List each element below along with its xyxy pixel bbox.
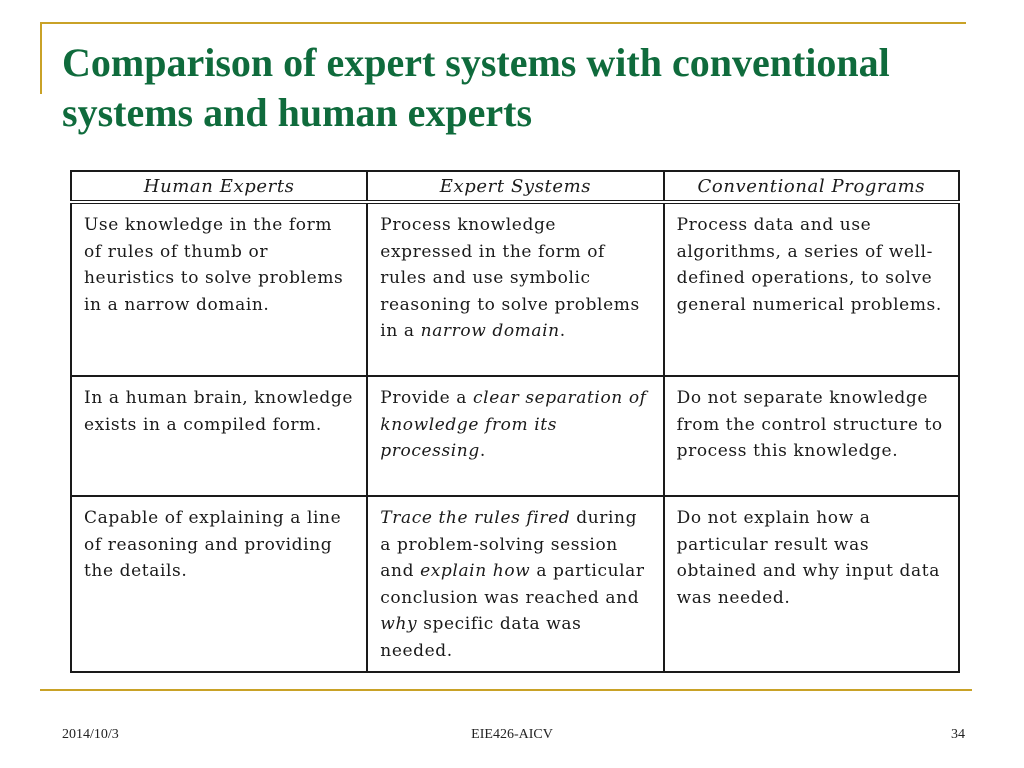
cell-expert-systems [367,376,663,496]
cell-expert-systems [367,202,663,376]
cell-human-experts: Use knowledge in the form of rules of thumb or heuristics to solve problems in a narrow domain. [71,202,367,376]
cell-emphasis: clear separation of knowledge from its processing [380,388,647,461]
frame-top-line [40,22,966,24]
table-row [71,496,959,672]
cell-text: a particular conclusion was reached and [380,561,645,608]
frame-left-line [40,22,42,94]
header-expert-systems: Expert Systems [367,171,663,202]
footer-date: 2014/10/3 [62,727,119,742]
cell-text: Process knowledge expressed in the form of rules and use symbolic reasoning to solve problems in a [380,215,640,341]
cell-text: specific data was needed. [380,614,582,661]
cell-expert-systems [367,496,663,672]
header-human-experts: Human Experts [71,171,367,202]
cell-emphasis: Trace the rules fired [380,508,571,528]
cell-conventional-programs: Do not explain how a particular result was obtained and why input data was needed. [664,496,959,672]
cell-emphasis: narrow domain [420,321,560,341]
cell-text: during a problem-solving session and [380,508,638,581]
cell-text: . [559,321,566,341]
table-header-row [71,171,959,202]
cell-conventional-programs: Process data and use algorithms, a series of well-defined operations, to solve general numerical problems. [664,202,959,376]
table-row [71,376,959,496]
cell-text: . [479,441,486,461]
cell-conventional-programs: Do not separate knowledge from the control structure to process this knowledge. [664,376,959,496]
slide-title: Comparison of expert systems with conventional systems and human experts [62,40,890,135]
footer-course: EIE426-AICV [471,727,553,742]
header-conventional-programs: Conventional Programs [664,171,959,202]
cell-human-experts: Capable of explaining a line of reasoning and providing the details. [71,496,367,672]
cell-emphasis: explain how [420,561,531,581]
table-row [71,202,959,376]
frame-bottom-line [40,689,972,691]
comparison-table [70,170,960,673]
cell-emphasis: why [380,614,418,634]
cell-human-experts: In a human brain, knowledge exists in a compiled form. [71,376,367,496]
footer-page-number: 34 [951,727,965,742]
cell-text: Provide a [380,388,474,408]
